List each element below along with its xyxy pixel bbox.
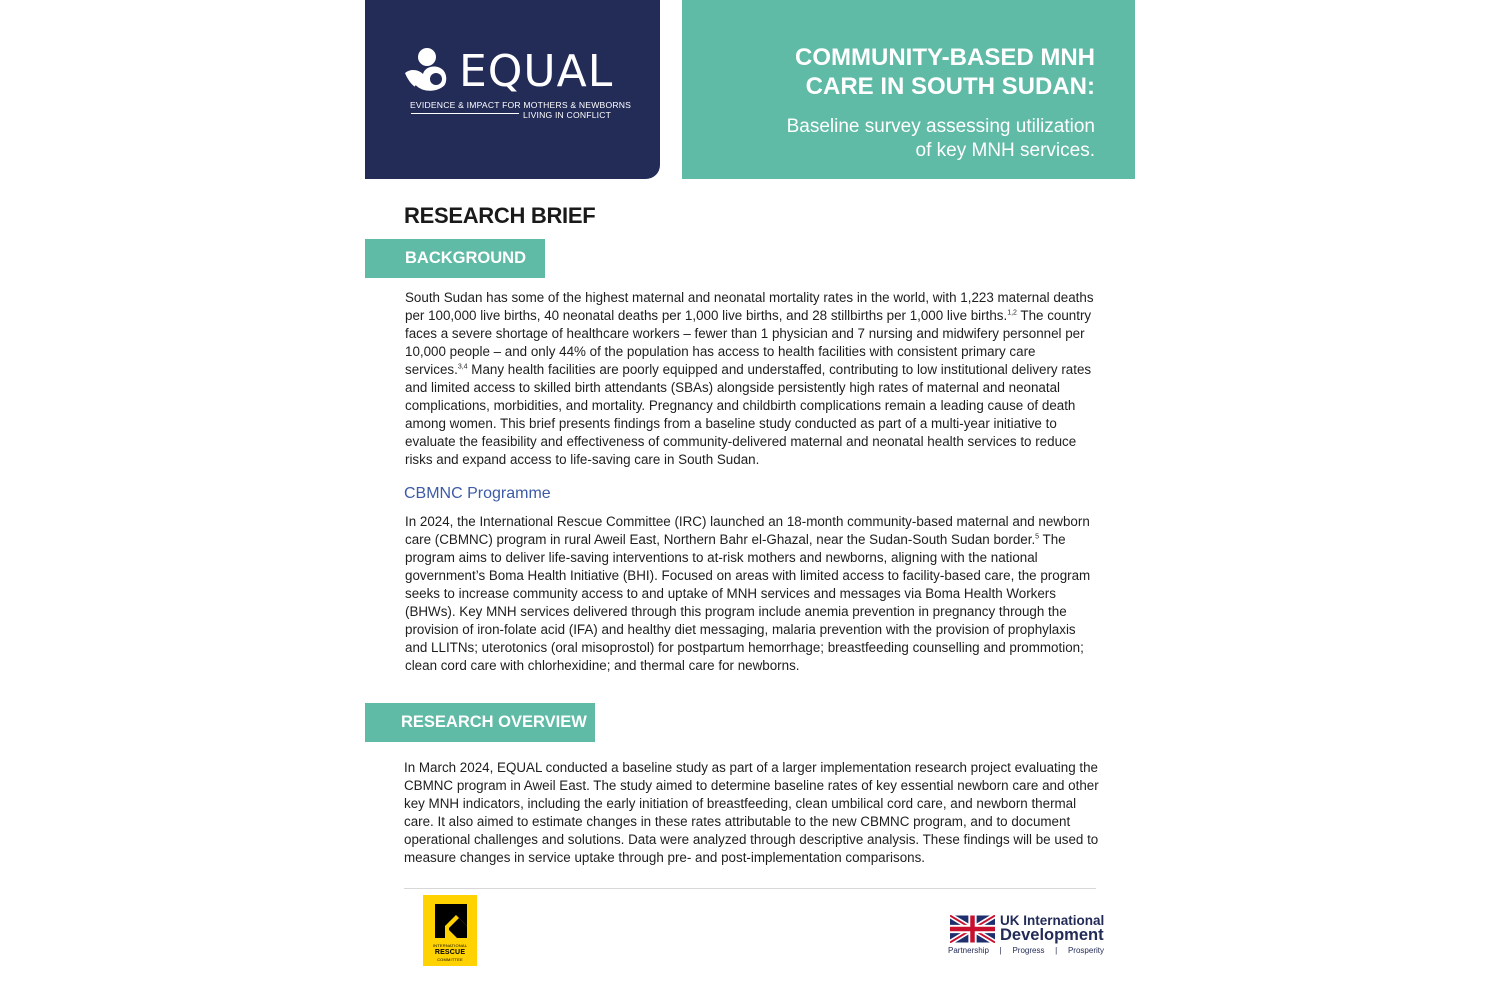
uk-logo-tagline xyxy=(948,946,1104,955)
uk-logo-line-2: Development xyxy=(1000,926,1104,944)
uk-tag-partnership: Partnership xyxy=(948,946,989,955)
subtitle-line-1: Baseline survey assessing utilization xyxy=(786,116,1095,137)
background-text-b: The country faces a severe shortage of healthcare workers – fewer than 1 physician and 7 nursing and midwifery personnel per 10,000 people – and only 44% of the population has access to health facilities with consistent primary care services. xyxy=(405,308,1092,377)
union-jack-flag-icon xyxy=(950,915,995,943)
document-title xyxy=(695,43,1095,101)
background-text-a: South Sudan has some of the highest maternal and neonatal mortality rates in the world, with 1,223 maternal deaths per 100,000 live births, 40 neonatal deaths per 1,000 live births, and 28 stillbirths per 1,000 live births. xyxy=(405,290,1094,323)
background-heading: BACKGROUND xyxy=(365,239,545,278)
research-overview-heading: RESEARCH OVERVIEW xyxy=(365,703,595,742)
document-subtitle xyxy=(695,115,1095,163)
equal-tagline-1: EVIDENCE & IMPACT FOR MOTHERS & NEWBORNS xyxy=(410,100,632,110)
uk-tag-separator: | xyxy=(1055,946,1058,955)
footer-divider xyxy=(404,888,1096,889)
irc-text-3: COMMITTEE xyxy=(437,957,463,962)
background-paragraph xyxy=(405,289,1100,469)
uk-tag-prosperity: Prosperity xyxy=(1067,946,1104,955)
overview-paragraph: In March 2024, EQUAL conducted a baseline study as part of a larger implementation research project evaluating the CBMNC program in Aweil East. The study aimed to determine baseline rates of key essential newborn care and other key MNH indicators, including the early initiation of breastfeeding, clean umbilical cord care, and newborn thermal care. It also aimed to estimate changes in these rates attributable to the new CBMNC program, and to document operational challenges and solutions. Data were analyzed through descriptive analysis. These findings will be used to measure changes in service uptake through pre- and post-implementation comparisons. xyxy=(404,760,1099,865)
irc-text-1: INTERNATIONAL xyxy=(432,943,468,948)
uk-logo-line-1: UK International xyxy=(1000,913,1105,928)
equal-tagline-rule xyxy=(411,113,519,114)
uk-tag-progress: Progress xyxy=(1012,946,1045,955)
programme-paragraph xyxy=(405,513,1100,675)
equal-wordmark: EQUAL xyxy=(459,46,614,97)
equal-tagline-2: LIVING IN CONFLICT xyxy=(523,110,612,120)
footnote-ref: 5 xyxy=(1035,533,1040,541)
page xyxy=(365,0,1135,1000)
title-line-2: CARE IN SOUTH SUDAN: xyxy=(805,73,1095,100)
uk-tag-separator: | xyxy=(999,946,1002,955)
subtitle-line-2: of key MNH services. xyxy=(915,140,1095,161)
irc-text-2: RESCUE xyxy=(434,949,466,956)
equal-logo-block xyxy=(365,0,660,179)
title-block xyxy=(682,0,1135,179)
background-text-c: Many health facilities are poorly equipped and understaffed, contributing to low institutional delivery rates and limited access to skilled birth attendants (SBAs) alongside persistently high rates of maternal and neonatal complications, morbidities, and mortality. Pregnancy and childbirth complications remain a leading cause of death among women. This brief presents findings from a baseline study conducted as part of a multi-year initiative to evaluate the feasibility and effectiveness of community-delivered maternal and neonatal health services to reduce risks and expand access to life-saving care in South Sudan. xyxy=(405,362,1092,467)
equal-mother-baby-icon xyxy=(403,46,458,96)
irc-logo xyxy=(423,895,477,966)
irc-logo-icon xyxy=(429,900,471,942)
footnote-ref: 3,4 xyxy=(457,363,468,371)
research-brief-label: RESEARCH BRIEF xyxy=(404,203,596,228)
programme-text-b: The program aims to deliver life-saving interventions to at-risk mothers and newborns, aligning with the national government’s Boma Health Initiative (BHI). Focused on areas with limited access to facility-based care, the program seeks to increase community access to and uptake of MNH services and messages via Boma Health Workers (BHWs). Key MNH services delivered through this program include anemia prevention in pregnancy through the provision of iron-folate acid (IFA) and healthy diet messaging, malaria prevention with the provision of prophylaxis and LLITNs; uterotonics (oral misoprostol) for postpartum hemorrhage; breastfeeding counselling and prommotion; clean cord care with chlorhexidine; and thermal care for newborns. xyxy=(405,532,1091,673)
title-line-1: COMMUNITY-BASED MNH xyxy=(795,44,1095,71)
footnote-ref: 1,2 xyxy=(1007,309,1017,317)
programme-text-a: In 2024, the International Rescue Committee (IRC) launched an 18-month community-based maternal and newborn care (CBMNC) program in rural Aweil East, Northern Bahr el-Ghazal, near the Sudan-South Sudan border. xyxy=(405,514,1090,547)
cbmnc-programme-heading: CBMNC Programme xyxy=(404,485,551,502)
